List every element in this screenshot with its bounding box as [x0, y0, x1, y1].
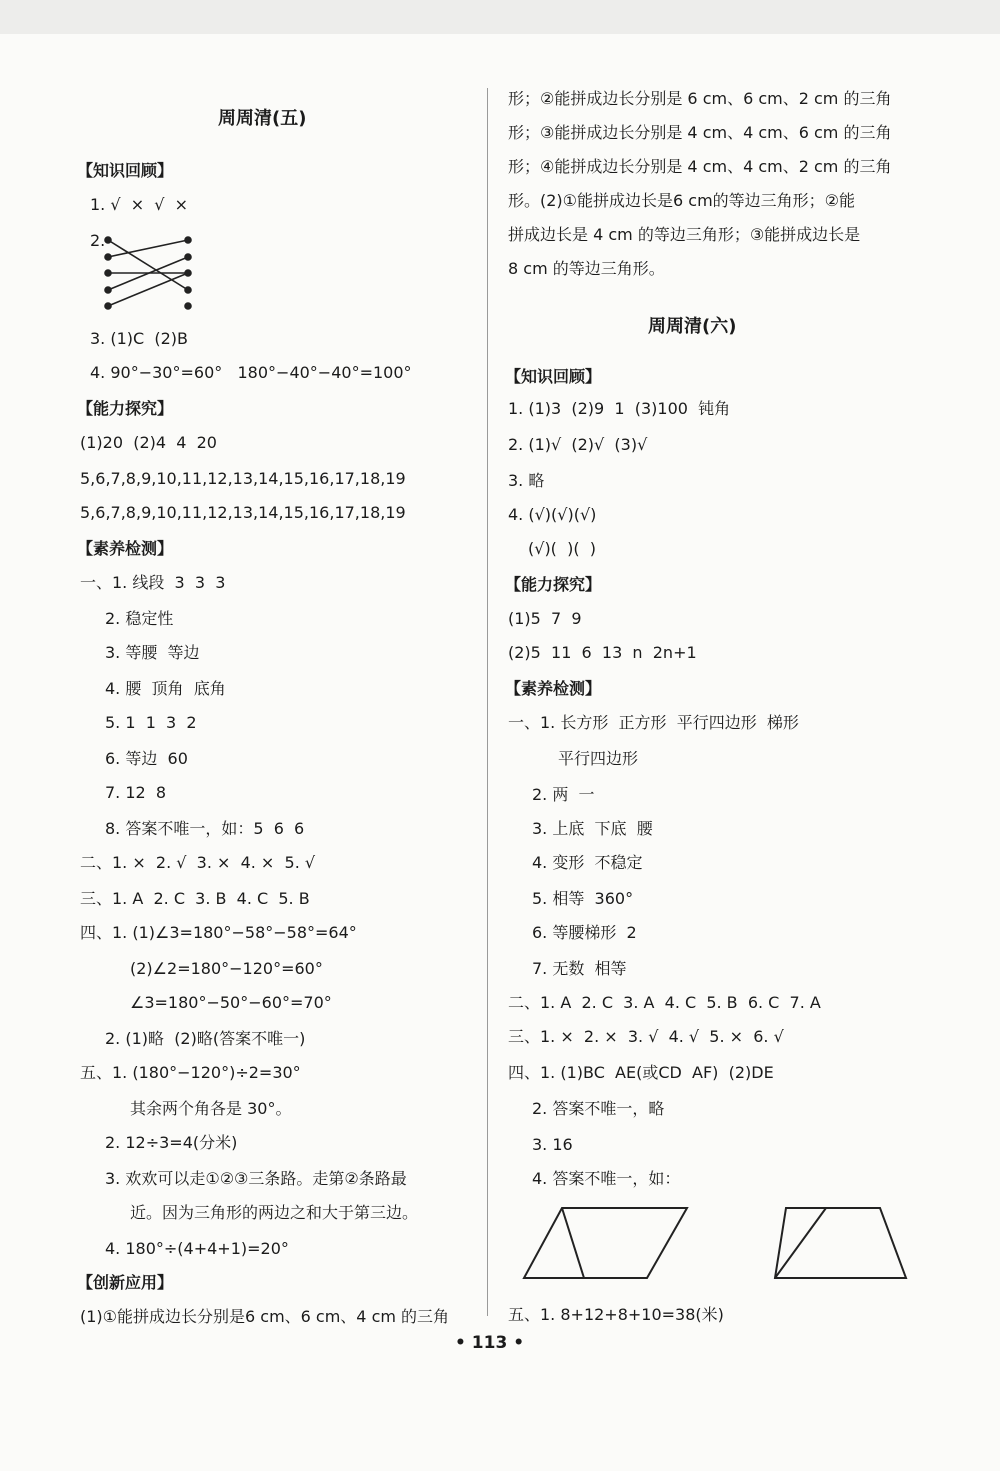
right-line-11: 平行四边形 — [558, 749, 639, 768]
scan-top-edge — [0, 0, 1000, 34]
left-line-31: (1)①能拼成边长分别是6 cm、6 cm、4 cm 的三角 — [80, 1307, 450, 1326]
left-line-28: 近。因为三角形的两边之和大于第三边。 — [130, 1203, 419, 1222]
left-line-17: 8. 答案不唯一，如：5 6 6 — [105, 819, 305, 838]
right-line-23: 4. 答案不唯一，如： — [532, 1169, 681, 1188]
left-line-4: 4. 90°−30°=60° 180°−40°−40°=100° — [90, 363, 412, 382]
left-heading-ability: 【能力探究】 — [77, 399, 174, 418]
right-line-20: 四、1. (1)BC AE(或CD AF) (2)DE — [508, 1063, 774, 1082]
right-line-2: 2. (1)√ (2)√ (3)√ — [508, 435, 648, 454]
right-line-22: 3. 16 — [532, 1135, 573, 1154]
right-line-19: 三、1. × 2. × 3. √ 4. √ 5. × 6. √ — [508, 1027, 784, 1046]
left-line-10: 一、1. 线段 3 3 3 — [80, 573, 226, 592]
left-line-20: 四、1. (1)∠3=180°−58°−58°=64° — [80, 923, 357, 942]
right-line-10: 一、1. 长方形 正方形 平行四边形 梯形 — [508, 713, 799, 732]
right-heading-literacy: 【素养检测】 — [505, 679, 602, 698]
left-line-18: 二、1. × 2. √ 3. × 4. × 5. √ — [80, 853, 316, 872]
right-top-line-2: 形；④能拼成边长分别是 4 cm、4 cm、2 cm 的三角 — [508, 157, 892, 176]
right-line-18: 二、1. A 2. C 3. A 4. C 5. B 6. C 7. A — [508, 993, 821, 1012]
left-line-16: 7. 12 8 — [105, 783, 167, 802]
left-line-26: 2. 12÷3=4(分米) — [105, 1133, 238, 1152]
right-top-line-0: 形；②能拼成边长分别是 6 cm、6 cm、2 cm 的三角 — [508, 89, 892, 108]
left-line-8: 5,6,7,8,9,10,11,12,13,14,15,16,17,18,19 — [80, 503, 406, 522]
right-line-7: (1)5 7 9 — [508, 609, 582, 628]
parallelogram-figure-1 — [522, 1200, 692, 1285]
trapezoid-figure-2 — [772, 1200, 912, 1285]
right-line-17: 7. 无数 相等 — [532, 959, 627, 978]
left-line-1: 1. √ × √ × — [90, 195, 189, 214]
page-number: • 113 • — [455, 1333, 525, 1353]
right-line-8: (2)5 11 6 13 n 2n+1 — [508, 643, 697, 662]
left-line-29: 4. 180°÷(4+4+1)=20° — [105, 1239, 289, 1258]
left-heading-literacy: 【素养检测】 — [77, 539, 174, 558]
right-line-24: 五、1. 8+12+8+10=38(米) — [508, 1305, 724, 1324]
right-section-title: 周周清(六) — [648, 316, 737, 337]
left-line-15: 6. 等边 60 — [105, 749, 188, 768]
left-line-24: 五、1. (180°−120°)÷2=30° — [80, 1063, 301, 1082]
left-heading-knowledge-review: 【知识回顾】 — [77, 161, 174, 180]
left-line-25: 其余两个角各是 30°。 — [130, 1099, 292, 1118]
left-section-title: 周周清(五) — [218, 108, 307, 129]
right-line-4: 4. (√)(√)(√) — [508, 505, 597, 524]
right-line-12: 2. 两 一 — [532, 785, 595, 804]
right-heading-ability: 【能力探究】 — [505, 575, 602, 594]
right-line-14: 4. 变形 不稳定 — [532, 853, 643, 872]
left-line-27: 3. 欢欢可以走①②③三条路。走第②条路最 — [105, 1169, 407, 1188]
right-top-line-1: 形；③能拼成边长分别是 4 cm、4 cm、6 cm 的三角 — [508, 123, 892, 142]
right-line-5: (√)( )( ) — [528, 539, 596, 558]
left-line-19: 三、1. A 2. C 3. B 4. C 5. B — [80, 889, 310, 908]
matching-lines-diagram — [98, 232, 198, 312]
left-line-23: 2. (1)略 (2)略(答案不唯一) — [105, 1029, 306, 1048]
right-heading-knowledge-review: 【知识回顾】 — [505, 367, 602, 386]
right-line-13: 3. 上底 下底 腰 — [532, 819, 653, 838]
left-line-22: ∠3=180°−50°−60°=70° — [130, 993, 332, 1012]
right-top-line-3: 形。(2)①能拼成边长是6 cm的等边三角形；②能 — [508, 191, 856, 210]
left-line-2: 2. — [90, 231, 106, 250]
left-line-12: 3. 等腰 等边 — [105, 643, 200, 662]
right-line-16: 6. 等腰梯形 2 — [532, 923, 637, 942]
right-line-1: 1. (1)3 (2)9 1 (3)100 钝角 — [508, 399, 731, 418]
left-line-11: 2. 稳定性 — [105, 609, 174, 628]
left-line-13: 4. 腰 顶角 底角 — [105, 679, 226, 698]
left-heading-innovation: 【创新应用】 — [77, 1273, 174, 1292]
left-line-3: 3. (1)C (2)B — [90, 329, 188, 348]
left-line-7: 5,6,7,8,9,10,11,12,13,14,15,16,17,18,19 — [80, 469, 406, 488]
right-line-21: 2. 答案不唯一，略 — [532, 1099, 665, 1118]
left-line-6: (1)20 (2)4 4 20 — [80, 433, 217, 452]
right-top-line-5: 8 cm 的等边三角形。 — [508, 259, 665, 278]
left-line-21: (2)∠2=180°−120°=60° — [130, 959, 323, 978]
column-divider — [487, 88, 488, 1316]
right-line-3: 3. 略 — [508, 471, 545, 490]
right-top-line-4: 拼成边长是 4 cm 的等边三角形；③能拼成边长是 — [508, 225, 861, 244]
left-line-14: 5. 1 1 3 2 — [105, 713, 197, 732]
right-line-15: 5. 相等 360° — [532, 889, 634, 908]
